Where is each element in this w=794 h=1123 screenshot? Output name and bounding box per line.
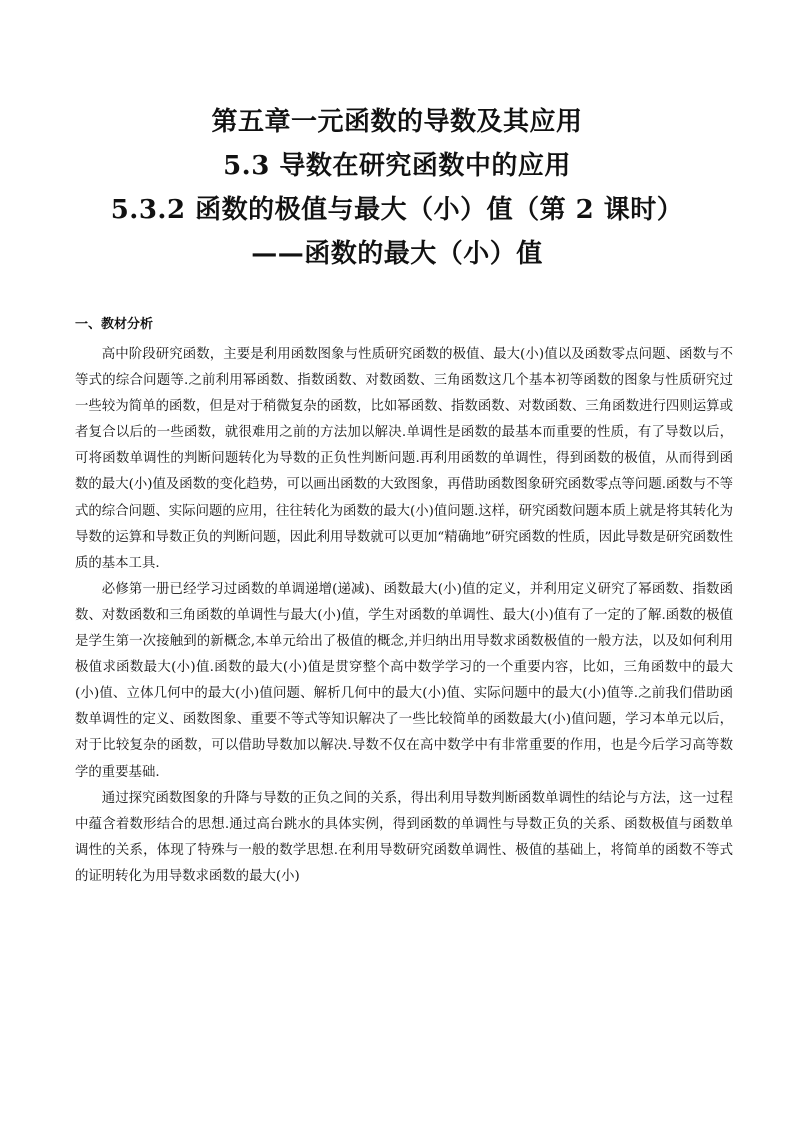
document-title [60, 100, 734, 276]
lesson-title: 5.3.2 函数的极值与最大（小）值（第 2 课时） [110, 195, 684, 225]
section-heading: 一、教材分析 [75, 317, 154, 332]
paragraph: 必修第一册已经学习过函数的单调递增(递减)、函数最大(小)值的定义，并利用定义研究了幂函数、指数函数、对数函数和三角函数的单调性与最大(小)值，学生对函数的单调性、最大(小)值有了一定的了解.函数的极值是学生第一次接触到的新概念,本单元给出了极值的概念,并归纳出用导数求函数极值的一般方法，以及如何利用极值求函数最大(小)值.函数的最大(小)值是贯穿整个高中数学学习的一个重要内容，比如，三角函数中的最大(小)值、立体几何中的最大(小)值问题、解析几何中的最大(小)值、实际问题中的最大(小)值等.之前我们借助函数单调性的定义、函数图象、重要不等式等知识解决了一些比较简单的函数最大(小)值问题，学习本单元以后，对于比较复杂的函数，可以借助导数加以解决.导数不仅在高中数学中有非常重要的作用，也是今后学习高等数学的重要基础. [75, 581, 733, 780]
body-text [75, 342, 733, 890]
lesson-subtitle: ——函数的最大（小）值 [251, 239, 543, 269]
paragraph: 高中阶段研究函数，主要是利用函数图象与性质研究函数的极值、最大(小)值以及函数零点问题、函数与不等式的综合问题等.之前利用幂函数、指数函数、对数函数、三角函数这几个基本初等函数的图象与性质研究过一些较为简单的函数，但是对于稍微复杂的函数，比如幂函数、指数函数、对数函数、三角函数进行四则运算或者复合以后的一些函数，就很难用之前的方法加以解决.单调性是函数的最基本而重要的性质，有了导数以后，可将函数单调性的判断问题转化为导数的正负性判断问题.再利用函数的单调性，得到函数的极值，从而得到函数的最大(小)值及函数的变化趋势，可以画出函数的大致图象，再借助函数图象研究函数零点等问题.函数与不等式的综合问题、实际问题的应用，往往转化为函数的最大(小)值问题.这样，研究函数问题本质上就是将其转化为导数的运算和导数正负的判断问题，因此利用导数就可以更加“精确地”研究函数的性质，因此导数是研究函数性质的基本工具. [75, 347, 733, 571]
paragraph: 通过探究函数图象的升降与导数的正负之间的关系，得出利用导数判断函数单调性的结论与方法，这一过程中蕴含着数形结合的思想.通过高台跳水的具体实例，得到函数的单调性与导数正负的关系、函数极值与函数单调性的关系，体现了特殊与一般的数学思想.在利用导数研究函数单调性、极值的基础上，将简单的函数不等式的证明转化为用导数求函数的最大(小) [75, 790, 733, 884]
section-title: 5.3 导数在研究函数中的应用 [223, 151, 571, 181]
chapter-title: 第五章一元函数的导数及其应用 [211, 107, 583, 137]
